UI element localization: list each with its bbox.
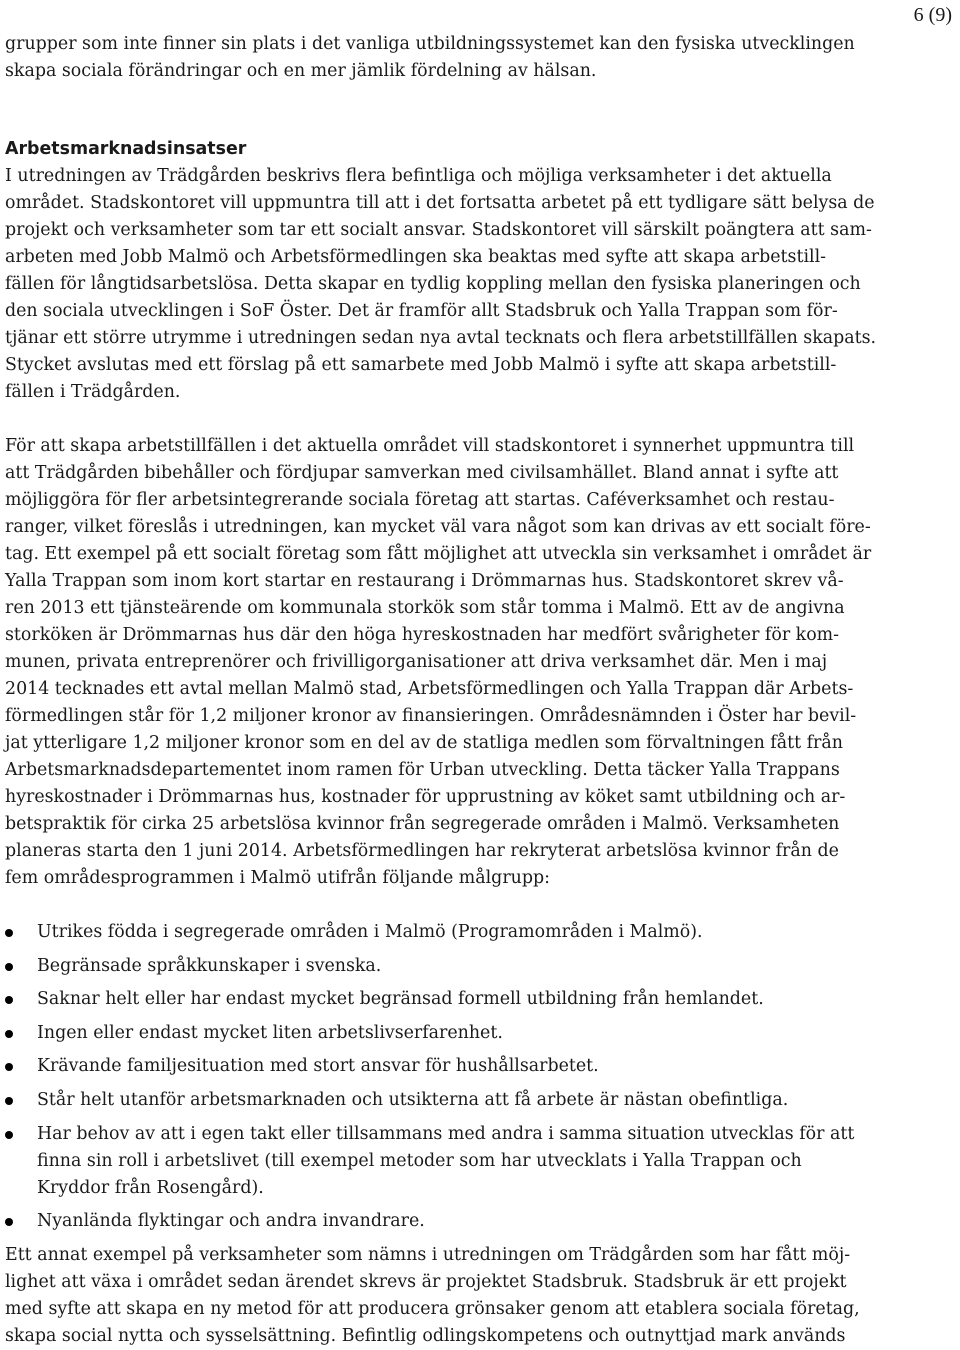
list-item	[5, 1053, 883, 1080]
intro-paragraph: grupper som inte finner sin plats i det vanliga utbildningssystemet kan den fysiska utvecklingen skapa sociala förändringar och en mer jämlik fördelning av hälsan.	[5, 34, 855, 81]
list-item	[5, 1087, 883, 1114]
list-item	[5, 1121, 883, 1202]
paragraph-spacer	[5, 406, 883, 433]
bullet-icon	[5, 1030, 13, 1038]
list-item-text: Saknar helt eller har endast mycket begränsad formell utbildning från hemlandet.	[37, 989, 764, 1010]
list-item-text: Har behov av att i egen takt eller tillsammans med andra i samma situation utvecklas för att finna sin roll i arbetslivet (till exempel metoder som har utvecklats i Yalla Trappan och Kryddor från Rosengård).	[37, 1123, 855, 1198]
list-item-text: Begränsade språkkunskaper i svenska.	[37, 955, 382, 976]
section-arbetsmarknadsinsatser	[5, 136, 883, 1350]
closing-paragraph: Ett annat exempel på verksamheter som nämns i utredningen om Trädgården som har fått möj- lighet att växa i området sedan ärendet skrevs är projektet Stadsbruk. Stadsbruk är ett projekt med syfte att skapa en ny metod för att producera grönsaker genom att etablera sociala företag, skapa social nytta och sysselsättning. Befintlig odlingskompetens och outnyttjad mark används	[5, 1244, 860, 1346]
bullet-icon	[5, 996, 13, 1004]
bullet-icon	[5, 929, 13, 937]
bullet-icon	[5, 1097, 13, 1105]
document-body	[5, 31, 883, 1350]
list-item-text: Utrikes födda i segregerade områden i Malmö (Programområden i Malmö).	[37, 922, 703, 942]
page-number: 6 (9)	[913, 4, 952, 26]
list-item-text: Nyanlända flyktingar och andra invandrare.	[37, 1211, 425, 1232]
bullet-icon	[5, 1131, 13, 1139]
section-paragraph-2: För att skapa arbetstillfällen i det aktuella området vill stadskontoret i synnerhet uppmuntra till att Trädgården bibehåller och fördjupar samverkan med civilsamhället. Bland annat i syfte att möjliggöra för fler arbetsintegrerande sociala företag att startas. Caféverksamhet och restau- ranger, vilket föreslås i utredningen, kan mycket väl vara något som kan drivas av ett socialt före- tag. Ett exempel på ett socialt företag som fått möjlighet att utveckla sin verksamhet i området är Yalla Trappan som inom kort startar en restaurang i Drömmarnas hus. Stadskontoret skrev vå- ren 2013 ett tjänsteärende om kommunala storkök som står tomma i Malmö. Ett av de angivna storköken är Drömmarnas hus där den höga hyreskostnaden har medfört svårigheter för kom- munen, privata entreprenörer och frivilligorganisationer att driva verksamhet där. Men i maj 2014 tecknades ett avtal mellan Malmö stad, Arbetsförmedlingen och Yalla Trappan där Arbets- förmedlingen står för 1,2 miljoner kronor av finansieringen. Områdesnämnden i Öster har bevil- jat ytterligare 1,2 miljoner kronor som en del av de statliga medlen som förvaltningen fått från Arbetsmarknadsdepartementet inom ramen för Urban utveckling. Detta täcker Yalla Trappans hyreskostnader i Drömmarnas hus, kostnader för upprustning av köket samt utbildning och ar- betspraktik för cirka 25 arbetslösa kvinnor från segregerade områden i Malmö. Verksamheten planeras starta den 1 juni 2014. Arbetsförmedlingen har rekryterat arbetslösa kvinnor från de fem områdesprogrammen i Malmö utifrån följande målgrupp:	[5, 436, 872, 888]
list-item-text: Krävande familjesituation med stort ansvar för hushållsarbetet.	[37, 1056, 599, 1077]
list-item	[5, 1020, 883, 1047]
bullet-icon	[5, 1063, 13, 1071]
section-paragraph-1: I utredningen av Trädgården beskrivs flera befintliga och möjliga verksamheter i det aktuella området. Stadskontoret vill uppmuntra till att i det fortsatta arbetet på ett tydligare sätt belysa de projekt och verksamheter som tar ett socialt ansvar. Stadskontoret vill särskilt poängtera att sam- arbeten med Jobb Malmö och Arbetsförmedlingen ska beaktas med syfte att skapa arbetstill- fällen för långtidsarbetslösa. Detta skapar en tydlig koppling mellan den fysiska planeringen och den sociala utvecklingen i SoF Öster. Det är framför allt Stadsbruk och Yalla Trappan som för- tjänar ett större utrymme i utredningen sedan nya avtal tecknats och flera arbetstillfällen skapats. Stycket avslutas med ett förslag på ett samarbete med Jobb Malmö i syfte att skapa arbetstill- fällen i Trädgården.	[5, 166, 877, 402]
section-heading: Arbetsmarknadsinsatser	[5, 139, 247, 159]
list-item-text: Ingen eller endast mycket liten arbetslivserfarenhet.	[37, 1022, 503, 1043]
list-item	[5, 919, 883, 946]
bullet-icon	[5, 963, 13, 971]
list-item	[5, 1208, 883, 1235]
list-item	[5, 953, 883, 980]
list-item	[5, 986, 883, 1013]
bullet-icon	[5, 1218, 13, 1226]
list-item-text: Står helt utanför arbetsmarknaden och utsikterna att få arbete är nästan obefintliga.	[37, 1089, 789, 1110]
target-group-list	[5, 919, 883, 1235]
